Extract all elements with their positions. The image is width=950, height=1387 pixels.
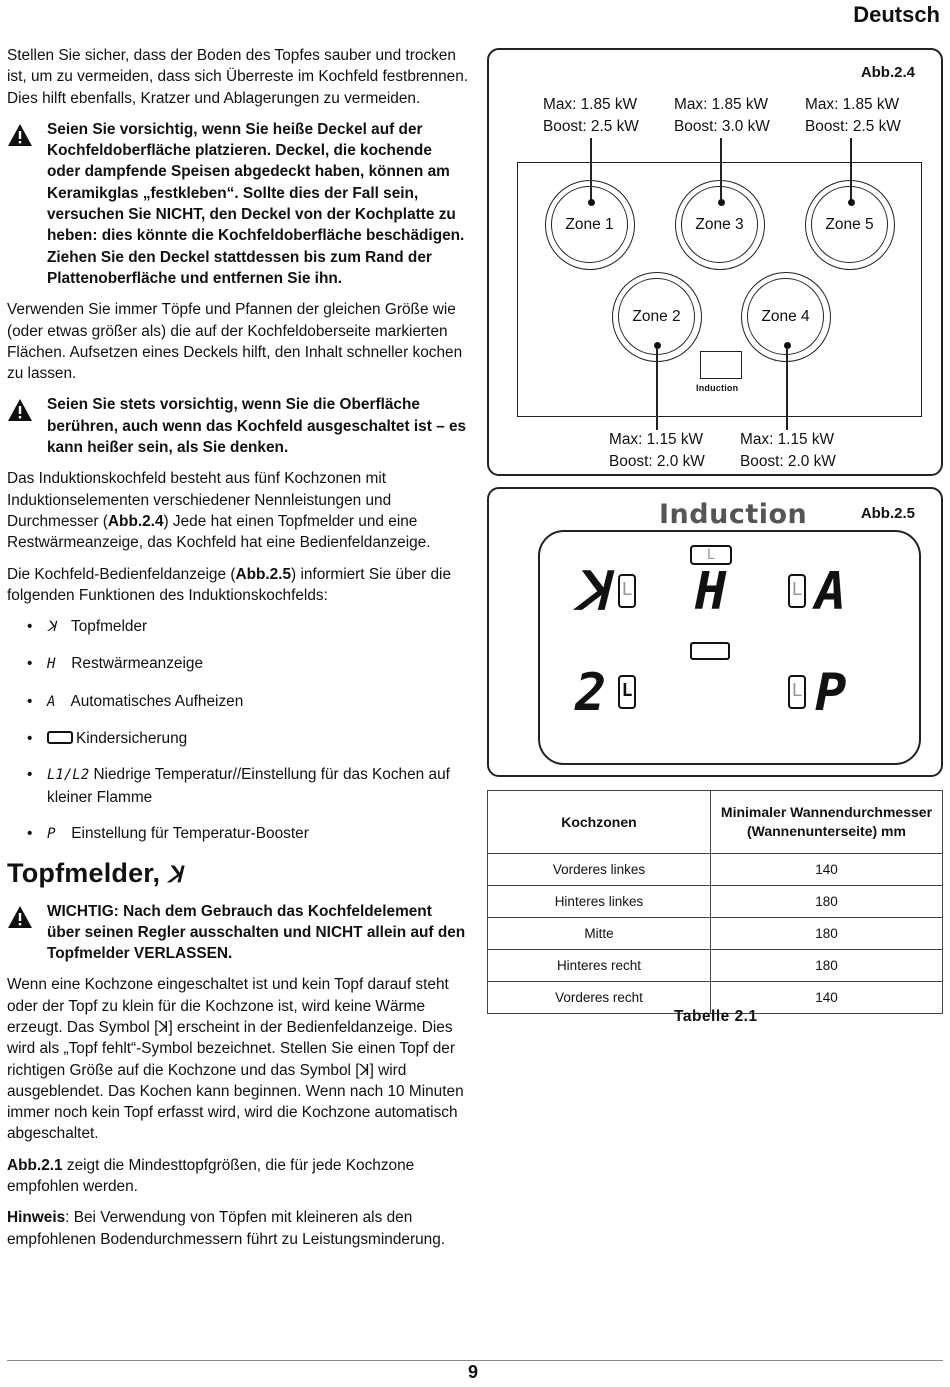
front-right-l-indicator: L: [788, 675, 806, 709]
zone-5: Zone 5: [805, 180, 895, 270]
pan-detector-icon: ꓘ: [167, 863, 183, 889]
center-digit: H: [695, 562, 727, 622]
child-lock-icon: [47, 731, 73, 744]
warning-icon: [7, 398, 33, 422]
table-caption: Tabelle 2.1: [674, 1008, 758, 1025]
page-number: 9: [468, 1362, 479, 1382]
section-heading: Topfmelder, ꓘ: [7, 863, 469, 886]
list-item: • A Automatisches Aufheizen: [7, 691, 469, 713]
figure-tag: Abb.2.5: [860, 505, 915, 522]
figure-hob-layout: [487, 48, 943, 476]
paragraph-pan-detector: Wenn eine Kochzone eingeschaltet ist und kein Topf darauf steht oder der Topf zu klein für die Kochzone ist, wird keine Wärme erzeugt. Das Symbol [ꓘ] erscheint in der Bedienfeldanzeige. Dies wird als „Topf fehlt“-Symbol bezeichnet. Stellen Sie einen Topf der richtigen Größe auf die Kochzone und das Symbol [ꓘ] wird ausgeblendet. Das Kochen kann beginnen. Wenn nach 10 Minuten immer noch kein Topf erfasst wird, wird die Kochzone automatisch abgeschaltet.: [7, 976, 464, 1143]
zone-4: Zone 4: [741, 272, 831, 362]
rear-right-digit: A: [815, 562, 847, 622]
child-lock-icon: [690, 642, 730, 660]
figure-ref: Abb.2.1: [7, 1156, 63, 1174]
residual-heat-icon: H: [47, 656, 56, 673]
booster-icon: P: [47, 825, 56, 842]
warning-lid: [7, 119, 469, 289]
header-cooking-zones: Kochzonen: [488, 791, 711, 854]
induction-title: Induction: [659, 499, 808, 530]
warning-surface-text: Seien Sie stets vorsichtig, wenn Sie die Oberfläche berühren, auch wenn das Kochfeld ausgeschaltet ist – es kann heißer sein, als Sie denken.: [47, 396, 467, 457]
table-row: Hinteres recht 180: [488, 950, 943, 982]
figure-control-panel: [487, 487, 943, 777]
front-right-digit: P: [815, 663, 847, 723]
warning-icon: [7, 905, 33, 929]
list-item: • P Einstellung für Temperatur-Booster: [7, 823, 469, 845]
pan-detector-icon: ꓘ: [47, 619, 57, 636]
warning-important-text: WICHTIG: Nach dem Gebrauch das Kochfeldelement über seinen Regler ausschalten und NICHT allein auf den Topfmelder VERLASSEN.: [47, 902, 466, 963]
warning-icon: [7, 123, 33, 147]
induction-label: Induction: [696, 383, 739, 393]
paragraph-pot-size: Verwenden Sie immer Töpfe und Pfannen der gleichen Größe wie (oder etwas größer als) die auf der Kochfeldoberseite markierten Flächen. Aufsetzen eines Deckels hilft, den Inhalt schneller kochen zu lassen.: [7, 301, 463, 383]
leader-dot: [848, 199, 855, 206]
front-left-l-indicator: L: [618, 675, 636, 709]
min-pan-size-table: [487, 790, 943, 1014]
table-row: Vorderes linkes 140: [488, 854, 943, 886]
warning-surface: [7, 394, 469, 458]
left-column: [7, 45, 469, 1260]
rear-left-digit: ꓘ: [575, 562, 610, 622]
leader-dot: [588, 199, 595, 206]
list-item: • Kindersicherung: [27, 730, 188, 748]
leader-dot: [718, 199, 725, 206]
zone-2: Zone 2: [612, 272, 702, 362]
rear-left-l-indicator: L: [618, 574, 636, 608]
zone-2-power-label: Max: 1.15 kW Boost: 2.0 kW: [609, 431, 705, 470]
paragraph-note: Hinweis: Bei Verwendung von Töpfen mit kleineren als den empfohlenen Bodendurchmessern führt zu Leistungsminderung.: [7, 1209, 446, 1248]
footer-rule: [7, 1360, 943, 1361]
paragraph-panel: Die Kochfeld-Bedienfeldanzeige (Abb.2.5) informiert Sie über die folgenden Funktionen des Induktionskochfelds:: [7, 565, 452, 604]
figure-ref: Abb.2.5: [235, 565, 292, 583]
table-row: Mitte 180: [488, 918, 943, 950]
paragraph-zones: Das Induktionskochfeld besteht aus fünf Kochzonen mit Induktionselementen verschiedener Nennleistungen und Durchmesser (Abb.2.4) Jede hat einen Topfmelder und eine Restwärmeanzeige, das Kochfeld hat eine Bedienfeldanzeige.: [7, 470, 431, 552]
function-list: [7, 616, 469, 845]
leader-line: [656, 348, 658, 430]
front-left-digit: 2: [575, 663, 607, 723]
rear-right-l-indicator: L: [788, 574, 806, 608]
zone-3-power-label: Max: 1.85 kW Boost: 3.0 kW: [674, 96, 770, 135]
zone-1-power-label: Max: 1.85 kW Boost: 2.5 kW: [543, 96, 639, 135]
auto-heat-icon: A: [47, 693, 56, 710]
list-item: • L1/L2 Niedrige Temperatur//Einstellung für das Kochen auf kleiner Flamme: [27, 766, 450, 806]
header-min-diameter: Minimaler Wannendurchmesser (Wannenunterseite) mm: [710, 791, 942, 854]
figure-tag: Abb.2.4: [860, 64, 915, 81]
language-label: Deutsch: [853, 2, 940, 27]
warning-important: [7, 901, 469, 965]
leader-line: [786, 348, 788, 430]
figure-ref: Abb.2.4: [107, 512, 164, 530]
zone-4-power-label: Max: 1.15 kW Boost: 2.0 kW: [740, 431, 836, 470]
low-temp-icon: L1/L2: [47, 767, 90, 784]
paragraph-clean-pot: Stellen Sie sicher, dass der Boden des Topfes sauber und trocken ist, um zu vermeiden, dass sich Überreste im Kochfeld festbrennen. Dies hilft ebenfalls, Kratzer und Ablagerungen zu vermeiden.: [7, 47, 469, 107]
zone-1: Zone 1: [545, 180, 635, 270]
control-panel-box: [700, 351, 742, 379]
zone-3: Zone 3: [675, 180, 765, 270]
list-item: • H Restwärmeanzeige: [7, 653, 469, 675]
table-row: Vorderes recht 140: [488, 982, 943, 1014]
display-panel: [538, 530, 921, 765]
warning-lid-text: Seien Sie vorsichtig, wenn Sie heiße Deckel auf der Kochfeldoberfläche platzieren. Deckel, die kochende oder dampfende Speisen abgedeckt haben, können am Keramikglas „festkleben“. Sollte dies der Fall sein, versuchen Sie NICHT, den Deckel von der Kochplatte zu heben: dies könnte die Kochfeldoberfläche beschädigen. Ziehen Sie den Deckel stattdessen bis zum Rand der Plattenoberfläche und entfernen Sie ihn.: [47, 120, 465, 287]
list-item: • ꓘ Topfmelder: [7, 616, 469, 638]
center-l-indicator: L: [690, 545, 732, 565]
zone-5-power-label: Max: 1.85 kW Boost: 2.5 kW: [805, 96, 901, 135]
table-header-row: [488, 791, 943, 854]
hob-surface: [517, 162, 922, 417]
table-row: Hinteres linkes 180: [488, 886, 943, 918]
paragraph-min-sizes: Abb.2.1 zeigt die Mindesttopfgrößen, die für jede Kochzone empfohlen werden.: [7, 1156, 415, 1196]
